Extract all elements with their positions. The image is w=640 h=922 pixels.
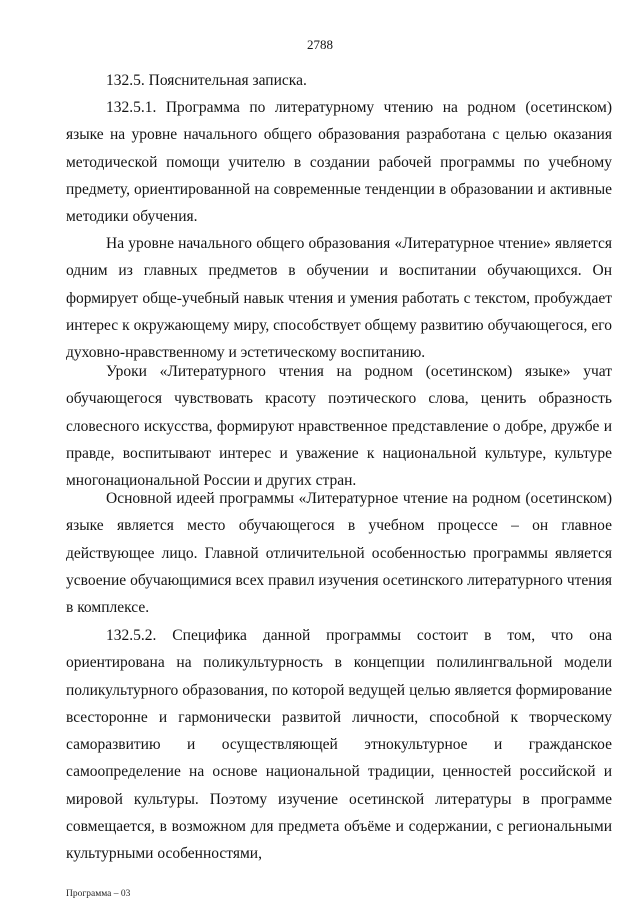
footer-label: Программа – 03 xyxy=(66,889,131,899)
paragraph-5: 132.5.2. Специфика данной программы состоит в том, что она ориентирована на поликультурность в концепции полилингвальной модели поликультурного образования, по которой ведущей целью является формирование всесторонне и гармонически развитой личности, способной к творческому саморазвитию и осуществляющей этнокультурное и гражданское самоопределение на основе национальной традиции, ценностей российской и мировой культуры. Поэтому изучение осетинской литературы в программе совмещается, в возможном для предмета объёме и содержании, с региональными культурными особенностями, xyxy=(66,627,612,863)
paragraph-4: Основной идеей программы «Литературное чтение на родном (осетинском) языке является место обучающегося в учебном процессе – он главное действующее лицо. Главной отличительной особенностью программы является усвоение обучающимися всех правил изучения осетинского литературного чтения в комплексе. xyxy=(66,490,612,617)
paragraph-1: 132.5.1. Программа по литературному чтению на родном (осетинском) языке на уровне начального общего образования разработана с целью оказания методической помощи учителю в создании рабочей программы по учебному предмету, ориентированной на современные тенденции в образовании и активные методики обучения. xyxy=(66,99,612,226)
page-number: 2788 xyxy=(307,37,333,52)
paragraph-3: Уроки «Литературного чтения на родном (осетинском) языке» учат обучающегося чувствовать красоту поэтического слова, ценить образность словесного искусства, формируют нравственное представление о добре, дружбе и правде, воспитывают интерес и уважение к национальной культуре, культуре многонациональной России и других стран. xyxy=(66,363,612,490)
section-heading: 132.5. Пояснительная записка. xyxy=(106,72,307,89)
paragraph-2: На уровне начального общего образования «Литературное чтение» является одним из главных предметов в обучении и воспитании обучающихся. Он формирует обще-учебный навык чтения и умения работать с текстом, пробуждает интерес к окружающему миру, способствует общему развитию обучающегося, его духовно-нравственному и эстетическому воспитанию. xyxy=(66,235,612,362)
